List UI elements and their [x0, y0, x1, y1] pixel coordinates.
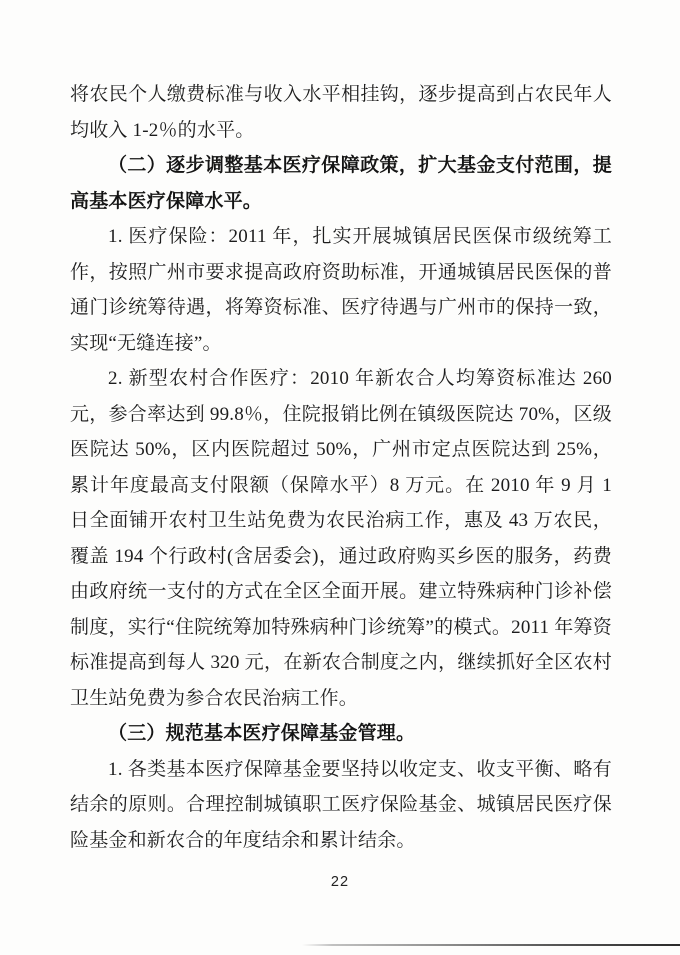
section-heading-3: （三）规范基本医疗保障基金管理。 [108, 723, 416, 744]
document-body [70, 77, 612, 858]
section-heading-2: （二）逐步调整基本医疗保障政策，扩大基金支付范围，提高基本医疗保障水平。 [70, 155, 612, 212]
paragraph-rural-cooperative-medical: 2. 新型农村合作医疗：2010 年新农合人均筹资标准达 260 元，参合率达到 99.8％，住院报销比例在镇级医院达 70%，区级医院达 50%，区内医院超过 50%，广州市定点医院达到 25%，累计年度最高支付限额（保障水平）8 万元。在 2010 年 9 月 1 日全面铺开农村卫生站免费为农民治病工作，惠及 43 万农民，覆盖 194 个行政村(含居委会)，通过政府购买乡医的服务，药费由政府统一支付的方式在全区全面开展。建立特殊病种门诊补偿制度，实行“住院统筹加特殊病种门诊统筹”的模式。2011 年筹资标准提高到每人 320 元，在新农合制度之内，继续抓好全区农村卫生站免费为参合农民治病工作。 [70, 368, 612, 709]
page-number: 22 [330, 874, 350, 890]
paragraph-medical-insurance: 1. 医疗保险：2011 年，扎实开展城镇居民医保市级统筹工作，按照广州市要求提高政府资助标准，开通城镇居民医保的普通门诊统筹待遇，将筹资标准、医疗待遇与广州市的保持一致，实现“无缝连接”。 [70, 226, 612, 354]
scan-edge-artifact [302, 944, 680, 946]
paragraph-fund-management: 1. 各类基本医疗保障基金要坚持以收定支、收支平衡、略有结余的原则。合理控制城镇职工医疗保险基金、城镇居民医疗保险基金和新农合的年度结余和累计结余。 [70, 758, 612, 851]
paragraph-continuation: 将农民个人缴费标准与收入水平相挂钩，逐步提高到占农民年人均收入 1-2％的水平。 [70, 84, 612, 141]
